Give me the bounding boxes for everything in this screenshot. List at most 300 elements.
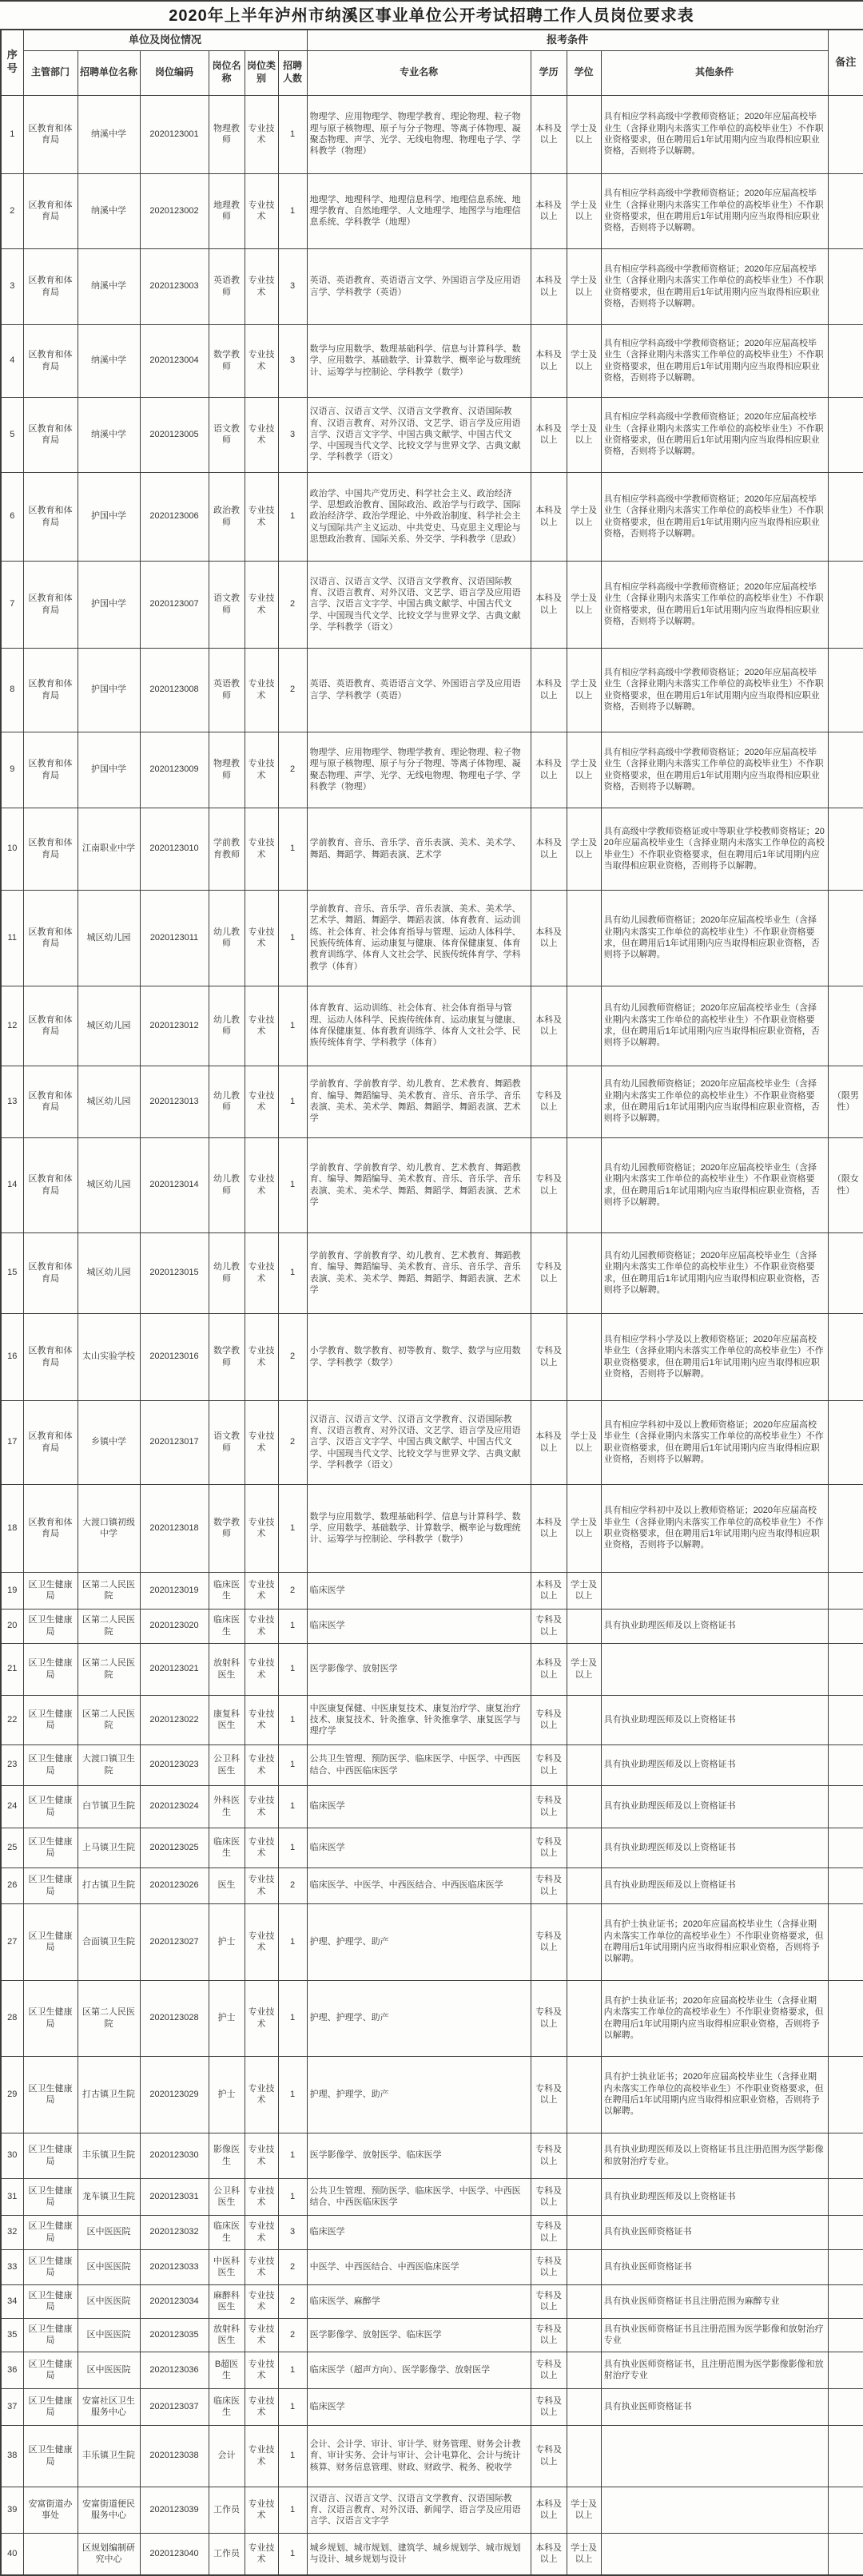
cell-edu: 本科及以上	[531, 397, 567, 472]
cell-unit: 城区幼儿园	[78, 986, 140, 1066]
cell-remark	[828, 324, 863, 397]
cell-other: 具有相应学科高级中学教师资格证；2020年应届高校毕业生（含择业期内未落实工作单位的高校毕业生）不作职业资格要求，但在聘用后1年试用期内应当取得相应职业资格，否则将予以解聘。	[601, 648, 828, 732]
cell-edu: 专科及以上	[531, 2284, 567, 2318]
col-header-unit: 招聘单位名称	[78, 50, 140, 95]
cell-title: 数学教师	[209, 324, 245, 397]
cell-title: 临床医生	[209, 2215, 245, 2249]
cell-title: 临床医生	[209, 1572, 245, 1609]
cell-code: 2020123037	[140, 2388, 209, 2425]
cell-code: 2020123022	[140, 1695, 209, 1744]
cell-unit: 丰乐镇卫生院	[78, 2133, 140, 2178]
cell-no: 29	[1, 2056, 23, 2133]
cell-edu: 专科及以上	[531, 1828, 567, 1868]
cell-dept: 区卫生健康局	[23, 1980, 78, 2056]
table-row	[1, 173, 863, 248]
cell-no: 4	[1, 324, 23, 397]
cell-code: 2020123025	[140, 1828, 209, 1868]
cell-code: 2020123039	[140, 2487, 209, 2533]
cell-majors: 小学教育、数学教育、初等教育、数学、数学与应用数学、学科教学（数学）	[307, 1313, 531, 1400]
cell-category: 专业技术	[245, 1980, 278, 2056]
cell-other: 具有相应学科高级中学教师资格证；2020年应届高校毕业生（含择业期内未落实工作单位的高校毕业生）不作职业资格要求，但在聘用后1年试用期内应当取得相应职业资格，否则将予以解聘。	[601, 472, 828, 561]
table-row	[1, 2533, 863, 2575]
cell-other	[601, 1643, 828, 1695]
cell-majors: 学前教育、音乐、音乐学、音乐表演、美术、美术学、舞蹈、舞蹈学、舞蹈表演、艺术学	[307, 808, 531, 890]
cell-other: 具有相应学科初中及以上教师资格证；2020年应届高校毕业生（含择业期内未落实工作单位的高校毕业生）不作职业资格要求，但在聘用后1年试用期内应当取得相应职业资格，否则将予以解聘。	[601, 1484, 828, 1572]
cell-category: 专业技术	[245, 2178, 278, 2215]
cell-unit: 纳溪中学	[78, 324, 140, 397]
table-row	[1, 1785, 863, 1828]
cell-degree	[567, 2056, 601, 2133]
cell-remark	[828, 1643, 863, 1695]
cell-majors: 护理、护理学、助产	[307, 1903, 531, 1980]
cell-title: 公卫科医生	[209, 1744, 245, 1785]
cell-degree	[567, 1980, 601, 2056]
cell-remark	[828, 1232, 863, 1313]
cell-count: 1	[278, 1643, 307, 1695]
cell-edu: 专科及以上	[531, 1903, 567, 1980]
cell-title: 康复科医生	[209, 1695, 245, 1744]
cell-degree	[567, 2388, 601, 2425]
cell-count: 2	[278, 2249, 307, 2284]
table-row	[1, 2215, 863, 2249]
cell-title: 数学教师	[209, 1313, 245, 1400]
cell-code: 2020123014	[140, 1137, 209, 1232]
cell-majors: 临床医学、中医学、中西医结合、中西医临床医学	[307, 1868, 531, 1903]
cell-code: 2020123016	[140, 1313, 209, 1400]
cell-majors: 临床医学	[307, 1572, 531, 1609]
cell-no: 19	[1, 1572, 23, 1609]
cell-majors: 汉语言、汉语言文学、汉语言文学教育、汉语国际教育、汉语言教育、对外汉语、文艺学、语言学及应用语言学、汉语言文字学、中国古典文献学、中国古代文学、中国现当代文学、比较文学与世界文学、古典文献学、学科教学（语文）	[307, 397, 531, 472]
cell-no: 12	[1, 986, 23, 1066]
table-row	[1, 1313, 863, 1400]
table-row	[1, 890, 863, 986]
cell-remark: （限男性）	[828, 1066, 863, 1137]
cell-title: 放射科医生	[209, 2318, 245, 2352]
cell-majors: 学前教育、学前教育学、幼儿教育、艺术教育、舞蹈教育、编导、舞蹈编导、美术教育、音乐、音乐学、音乐表演、美术、美术学、舞蹈、舞蹈学、舞蹈表演、艺术学	[307, 1066, 531, 1137]
cell-dept: 区教育和体育局	[23, 173, 78, 248]
cell-edu: 专科及以上	[531, 1313, 567, 1400]
col-header-no: 序号	[1, 30, 23, 95]
cell-code: 2020123001	[140, 95, 209, 173]
cell-edu: 专科及以上	[531, 2388, 567, 2425]
table-row	[1, 1137, 863, 1232]
cell-unit: 区第二人民医院	[78, 1643, 140, 1695]
cell-code: 2020123030	[140, 2133, 209, 2178]
cell-unit: 纳溪中学	[78, 173, 140, 248]
table-row	[1, 324, 863, 397]
cell-majors: 护理、护理学、助产	[307, 1980, 531, 2056]
cell-edu: 专科及以上	[531, 1980, 567, 2056]
cell-unit: 合面镇卫生院	[78, 1903, 140, 1980]
cell-title: 临床医生	[209, 1609, 245, 1643]
cell-title: 临床医生	[209, 1828, 245, 1868]
cell-count: 1	[278, 1066, 307, 1137]
cell-title: 影像医生	[209, 2133, 245, 2178]
cell-title: 学前教育教师	[209, 808, 245, 890]
cell-category: 专业技术	[245, 1744, 278, 1785]
cell-count: 1	[278, 1828, 307, 1868]
cell-unit: 区中医医院	[78, 2215, 140, 2249]
cell-dept: 区卫生健康局	[23, 2178, 78, 2215]
table-row	[1, 648, 863, 732]
cell-other: 具有相应学科小学及以上教师资格证；2020年应届高校毕业生（含择业期内未落实工作单位的高校毕业生）不作职业资格要求，但在聘用后1年试用期内应当取得相应职业资格，否则将予以解聘。	[601, 1313, 828, 1400]
cell-degree: 学士及以上	[567, 732, 601, 808]
table-row	[1, 2056, 863, 2133]
cell-no: 5	[1, 397, 23, 472]
cell-other: 具有执业医师资格证书	[601, 2388, 828, 2425]
cell-degree: 学士及以上	[567, 2487, 601, 2533]
cell-dept: 区卫生健康局	[23, 1609, 78, 1643]
col-header-majors: 专业名称	[307, 50, 531, 95]
cell-no: 30	[1, 2133, 23, 2178]
cell-title: 数学教师	[209, 1484, 245, 1572]
cell-unit: 区规划编制研究中心	[78, 2533, 140, 2575]
cell-degree	[567, 1137, 601, 1232]
cell-dept: 区教育和体育局	[23, 561, 78, 648]
cell-dept: 区卫生健康局	[23, 2318, 78, 2352]
cell-majors: 护理、护理学、助产	[307, 2056, 531, 2133]
cell-code: 2020123018	[140, 1484, 209, 1572]
cell-title: 工作员	[209, 2487, 245, 2533]
cell-code: 2020123038	[140, 2425, 209, 2487]
cell-edu: 专科及以上	[531, 2133, 567, 2178]
cell-title: 英语教师	[209, 248, 245, 324]
cell-no: 25	[1, 1828, 23, 1868]
table-row	[1, 2318, 863, 2352]
cell-count: 2	[278, 2284, 307, 2318]
cell-dept: 区教育和体育局	[23, 1066, 78, 1137]
cell-dept: 区卫生健康局	[23, 1695, 78, 1744]
cell-edu: 本科及以上	[531, 648, 567, 732]
cell-remark	[828, 1980, 863, 2056]
table-body	[1, 95, 863, 2575]
cell-unit: 护国中学	[78, 472, 140, 561]
cell-category: 专业技术	[245, 1868, 278, 1903]
cell-category: 专业技术	[245, 95, 278, 173]
cell-majors: 城乡规划、城市规划、建筑学、城乡规划学、城市规划与设计、城乡规划与设计	[307, 2533, 531, 2575]
cell-code: 2020123021	[140, 1643, 209, 1695]
cell-category: 专业技术	[245, 1828, 278, 1868]
cell-no: 11	[1, 890, 23, 986]
cell-title: 幼儿教师	[209, 1066, 245, 1137]
cell-title: 语文教师	[209, 397, 245, 472]
cell-degree: 学士及以上	[567, 248, 601, 324]
cell-edu: 本科及以上	[531, 95, 567, 173]
cell-edu: 本科及以上	[531, 890, 567, 986]
cell-count: 1	[278, 1903, 307, 1980]
cell-unit: 城区幼儿园	[78, 1066, 140, 1137]
cell-unit: 区第二人民医院	[78, 1609, 140, 1643]
cell-edu: 专科及以上	[531, 2352, 567, 2388]
cell-remark	[828, 648, 863, 732]
cell-no: 2	[1, 173, 23, 248]
cell-remark	[828, 2352, 863, 2388]
col-header-remark: 备注	[828, 30, 863, 95]
cell-dept: 区卫生健康局	[23, 2352, 78, 2388]
col-header-edu: 学历	[531, 50, 567, 95]
cell-majors: 会计、会计学、审计、审计学、财务管理、财务会计教育、审计实务、会计与审计、会计电算化、会计与统计核算、财务信息管理、财政、财政学、税务、税收学	[307, 2425, 531, 2487]
cell-count: 2	[278, 561, 307, 648]
cell-majors: 公共卫生管理、预防医学、临床医学、中医学、中西医结合、中西医临床医学	[307, 2178, 531, 2215]
cell-remark	[828, 986, 863, 1066]
cell-dept: 区卫生健康局	[23, 1643, 78, 1695]
cell-other: 具有相应学科高级中学教师资格证；2020年应届高校毕业生（含择业期内未落实工作单位的高校毕业生）不作职业资格要求，但在聘用后1年试用期内应当取得相应职业资格，否则将予以解聘。	[601, 248, 828, 324]
cell-remark	[828, 173, 863, 248]
cell-degree	[567, 1785, 601, 1828]
cell-remark	[828, 1572, 863, 1609]
cell-count: 1	[278, 2533, 307, 2575]
cell-unit: 区中医医院	[78, 2284, 140, 2318]
cell-unit: 打古镇卫生院	[78, 2056, 140, 2133]
col-header-count: 招聘人数	[278, 50, 307, 95]
cell-dept: 区卫生健康局	[23, 1572, 78, 1609]
cell-degree	[567, 2249, 601, 2284]
cell-degree	[567, 2352, 601, 2388]
cell-no: 36	[1, 2352, 23, 2388]
cell-category: 专业技术	[245, 1903, 278, 1980]
cell-no: 38	[1, 2425, 23, 2487]
cell-count: 1	[278, 808, 307, 890]
cell-unit: 太山实验学校	[78, 1313, 140, 1400]
cell-title: 语文教师	[209, 1400, 245, 1484]
cell-degree	[567, 1868, 601, 1903]
cell-count: 3	[278, 2215, 307, 2249]
cell-unit: 护国中学	[78, 648, 140, 732]
cell-dept: 区教育和体育局	[23, 1313, 78, 1400]
recruitment-table	[0, 29, 863, 2576]
cell-other: 具有相应学科高级中学教师资格证；2020年应届高校毕业生（含择业期内未落实工作单位的高校毕业生）不作职业资格要求，但在聘用后1年试用期内应当取得相应职业资格，否则将予以解聘。	[601, 732, 828, 808]
col-header-title: 岗位名称	[209, 50, 245, 95]
cell-no: 22	[1, 1695, 23, 1744]
cell-code: 2020123007	[140, 561, 209, 648]
cell-degree: 学士及以上	[567, 1484, 601, 1572]
cell-edu: 专科及以上	[531, 1868, 567, 1903]
cell-degree: 学士及以上	[567, 1643, 601, 1695]
cell-code: 2020123035	[140, 2318, 209, 2352]
table-row	[1, 808, 863, 890]
cell-code: 2020123029	[140, 2056, 209, 2133]
table-row	[1, 2284, 863, 2318]
cell-other: 具有执业助理医师及以上资格证书	[601, 2178, 828, 2215]
cell-dept: 区卫生健康局	[23, 2215, 78, 2249]
cell-majors: 物理学、应用物理学、物理学教育、理论物理、粒子物理与原子核物理、原子与分子物理、等离子体物理、凝聚态物理、声学、光学、无线电物理、物理电子学、学科教学（物理）	[307, 732, 531, 808]
cell-remark	[828, 890, 863, 986]
cell-no: 24	[1, 1785, 23, 1828]
cell-other: 具有相应学科高级中学教师资格证；2020年应届高校毕业生（含择业期内未落实工作单位的高校毕业生）不作职业资格要求，但在聘用后1年试用期内应当取得相应职业资格，否则将予以解聘。	[601, 95, 828, 173]
cell-other: 具有相应学科高级中学教师资格证；2020年应届高校毕业生（含择业期内未落实工作单位的高校毕业生）不作职业资格要求，但在聘用后1年试用期内应当取得相应职业资格，否则将予以解聘。	[601, 561, 828, 648]
cell-degree	[567, 2318, 601, 2352]
cell-other: 具有执业助理医师及以上资格证书且注册范围为医学影像和放射治疗专业。	[601, 2133, 828, 2178]
table-header	[1, 30, 863, 95]
cell-code: 2020123040	[140, 2533, 209, 2575]
cell-other: 具有执业助理医师及以上资格证书	[601, 1744, 828, 1785]
cell-dept: 区教育和体育局	[23, 472, 78, 561]
cell-code: 2020123005	[140, 397, 209, 472]
cell-degree: 学士及以上	[567, 1572, 601, 1609]
cell-remark	[828, 561, 863, 648]
cell-edu: 本科及以上	[531, 1484, 567, 1572]
cell-unit: 安富街道便民服务中心	[78, 2487, 140, 2533]
cell-other: 具有相应学科初中及以上教师资格证；2020年应届高校毕业生（含择业期内未落实工作单位的高校毕业生）不作职业资格要求，但在聘用后1年试用期内应当取得相应职业资格，否则将予以解聘。	[601, 1400, 828, 1484]
cell-count: 1	[278, 986, 307, 1066]
cell-degree	[567, 2215, 601, 2249]
cell-degree: 学士及以上	[567, 95, 601, 173]
cell-degree	[567, 1903, 601, 1980]
cell-code: 2020123013	[140, 1066, 209, 1137]
cell-count: 2	[278, 1572, 307, 1609]
cell-count: 1	[278, 2388, 307, 2425]
table-row	[1, 1643, 863, 1695]
cell-no: 13	[1, 1066, 23, 1137]
table-row	[1, 2487, 863, 2533]
cell-majors: 学前教育、学前教育学、幼儿教育、艺术教育、舞蹈教育、编导、舞蹈编导、美术教育、音乐、音乐学、音乐表演、美术、美术学、舞蹈、舞蹈学、舞蹈表演、艺术学	[307, 1232, 531, 1313]
cell-title: 幼儿教师	[209, 986, 245, 1066]
cell-code: 2020123034	[140, 2284, 209, 2318]
cell-degree: 学士及以上	[567, 324, 601, 397]
cell-dept: 区教育和体育局	[23, 1137, 78, 1232]
cell-degree: 学士及以上	[567, 2533, 601, 2575]
cell-degree: 学士及以上	[567, 173, 601, 248]
cell-remark	[828, 1609, 863, 1643]
cell-remark	[828, 2318, 863, 2352]
cell-other: 具有执业医师资格证书且注册范围为麻醉专业	[601, 2284, 828, 2318]
cell-code: 2020123036	[140, 2352, 209, 2388]
cell-dept: 区卫生健康局	[23, 2133, 78, 2178]
cell-title: 护士	[209, 1903, 245, 1980]
cell-remark	[828, 2533, 863, 2575]
cell-dept: 区教育和体育局	[23, 397, 78, 472]
cell-unit: 城区幼儿园	[78, 1232, 140, 1313]
table-row	[1, 1980, 863, 2056]
col-header-dept: 主管部门	[23, 50, 78, 95]
cell-no: 35	[1, 2318, 23, 2352]
cell-edu: 专科及以上	[531, 1695, 567, 1744]
cell-degree: 学士及以上	[567, 472, 601, 561]
cell-dept: 区卫生健康局	[23, 1903, 78, 1980]
cell-edu: 本科及以上	[531, 2487, 567, 2533]
cell-title: 放射科医生	[209, 1643, 245, 1695]
cell-code: 2020123006	[140, 472, 209, 561]
cell-category: 专业技术	[245, 1137, 278, 1232]
cell-edu: 专科及以上	[531, 2178, 567, 2215]
cell-edu: 本科及以上	[531, 1572, 567, 1609]
cell-code: 2020123026	[140, 1868, 209, 1903]
cell-count: 1	[278, 472, 307, 561]
cell-remark: （限女性）	[828, 1137, 863, 1232]
cell-unit: 区第二人民医院	[78, 1980, 140, 2056]
cell-edu: 专科及以上	[531, 2318, 567, 2352]
cell-unit: 护国中学	[78, 561, 140, 648]
table-row	[1, 2425, 863, 2487]
cell-other: 具有执业助理医师及以上资格证书	[601, 1785, 828, 1828]
cell-majors: 临床医学（超声方向）、医学影像学、放射医学	[307, 2352, 531, 2388]
cell-code: 2020123002	[140, 173, 209, 248]
table-row	[1, 397, 863, 472]
cell-majors: 中医康复保健、中医康复技术、康复治疗学、康复治疗技术、康复技术、针灸推拿、针灸推拿学、康复医学与理疗学	[307, 1695, 531, 1744]
cell-category: 专业技术	[245, 397, 278, 472]
cell-count: 1	[278, 1609, 307, 1643]
cell-unit: 区中医医院	[78, 2318, 140, 2352]
cell-no: 31	[1, 2178, 23, 2215]
cell-edu: 专科及以上	[531, 2425, 567, 2487]
cell-majors: 数学与应用数学、数理基础科学、信息与计算科学、数学、应用数学、基础数学、计算数学、概率论与数理统计、运筹学与控制论、学科教学（数学）	[307, 324, 531, 397]
header-group-row	[1, 30, 863, 50]
cell-edu: 专科及以上	[531, 2056, 567, 2133]
cell-title: 政治教师	[209, 472, 245, 561]
cell-degree	[567, 2133, 601, 2178]
cell-code: 2020123019	[140, 1572, 209, 1609]
cell-edu: 本科及以上	[531, 1643, 567, 1695]
cell-category: 专业技术	[245, 1232, 278, 1313]
table-row	[1, 1400, 863, 1484]
cell-title: 幼儿教师	[209, 890, 245, 986]
cell-unit: 打古镇卫生院	[78, 1868, 140, 1903]
cell-unit: 大渡口镇卫生院	[78, 1744, 140, 1785]
cell-title: 幼儿教师	[209, 1137, 245, 1232]
cell-no: 40	[1, 2533, 23, 2575]
cell-code: 2020123008	[140, 648, 209, 732]
cell-degree	[567, 2284, 601, 2318]
cell-dept: 区教育和体育局	[23, 732, 78, 808]
cell-majors: 物理学、应用物理学、物理学教育、理论物理、粒子物理与原子核物理、原子与分子物理、等离子体物理、凝聚态物理、声学、光学、无线电物理、物理电子学、学科教学（物理）	[307, 95, 531, 173]
table-row	[1, 2388, 863, 2425]
cell-code: 2020123010	[140, 808, 209, 890]
cell-count: 1	[278, 1232, 307, 1313]
cell-no: 17	[1, 1400, 23, 1484]
cell-code: 2020123028	[140, 1980, 209, 2056]
cell-category: 专业技术	[245, 472, 278, 561]
cell-title: 工作员	[209, 2533, 245, 2575]
cell-title: 护士	[209, 1980, 245, 2056]
cell-degree	[567, 1609, 601, 1643]
cell-remark	[828, 2133, 863, 2178]
cell-degree	[567, 2178, 601, 2215]
cell-remark	[828, 732, 863, 808]
cell-edu: 本科及以上	[531, 472, 567, 561]
cell-other: 具有执业医师资格证书	[601, 2249, 828, 2284]
cell-category: 专业技术	[245, 2487, 278, 2533]
cell-count: 1	[278, 95, 307, 173]
cell-category: 专业技术	[245, 1785, 278, 1828]
cell-count: 1	[278, 2056, 307, 2133]
cell-title: 幼儿教师	[209, 1232, 245, 1313]
cell-majors: 医学影像学、放射医学	[307, 1643, 531, 1695]
cell-unit: 区第二人民医院	[78, 1695, 140, 1744]
cell-title: B超医生	[209, 2352, 245, 2388]
cell-category: 专业技术	[245, 1400, 278, 1484]
cell-category: 专业技术	[245, 808, 278, 890]
cell-edu: 本科及以上	[531, 2533, 567, 2575]
cell-no: 18	[1, 1484, 23, 1572]
cell-category: 专业技术	[245, 1643, 278, 1695]
cell-remark	[828, 1400, 863, 1484]
cell-other: 具有执业医师资格证书	[601, 2215, 828, 2249]
cell-code: 2020123031	[140, 2178, 209, 2215]
table-row	[1, 1868, 863, 1903]
cell-category: 专业技术	[245, 1572, 278, 1609]
cell-no: 9	[1, 732, 23, 808]
cell-dept: 区卫生健康局	[23, 2284, 78, 2318]
cell-majors: 英语、英语教育、英语语言文学、外国语言学及应用语言学、学科教学（英语）	[307, 248, 531, 324]
cell-count: 2	[278, 2318, 307, 2352]
cell-dept: 区教育和体育局	[23, 1400, 78, 1484]
cell-degree: 学士及以上	[567, 808, 601, 890]
cell-other: 具有执业医师资格证书，且注册范围为医学影像影像和放射治疗专业	[601, 2352, 828, 2388]
cell-code: 2020123011	[140, 890, 209, 986]
cell-majors: 临床医学	[307, 1609, 531, 1643]
cell-majors: 政治学、中国共产党历史、科学社会主义、政治经济学、思想政治教育、国际政治、政治学与行政学、国际政治经济学、政治学理论、中外政治制度、科学社会主义与国际共产主义运动、中共党史、马克思主义理论与思想政治教育、国际关系、外交学、学科教学（思政）	[307, 472, 531, 561]
col-header-degree: 学位	[567, 50, 601, 95]
